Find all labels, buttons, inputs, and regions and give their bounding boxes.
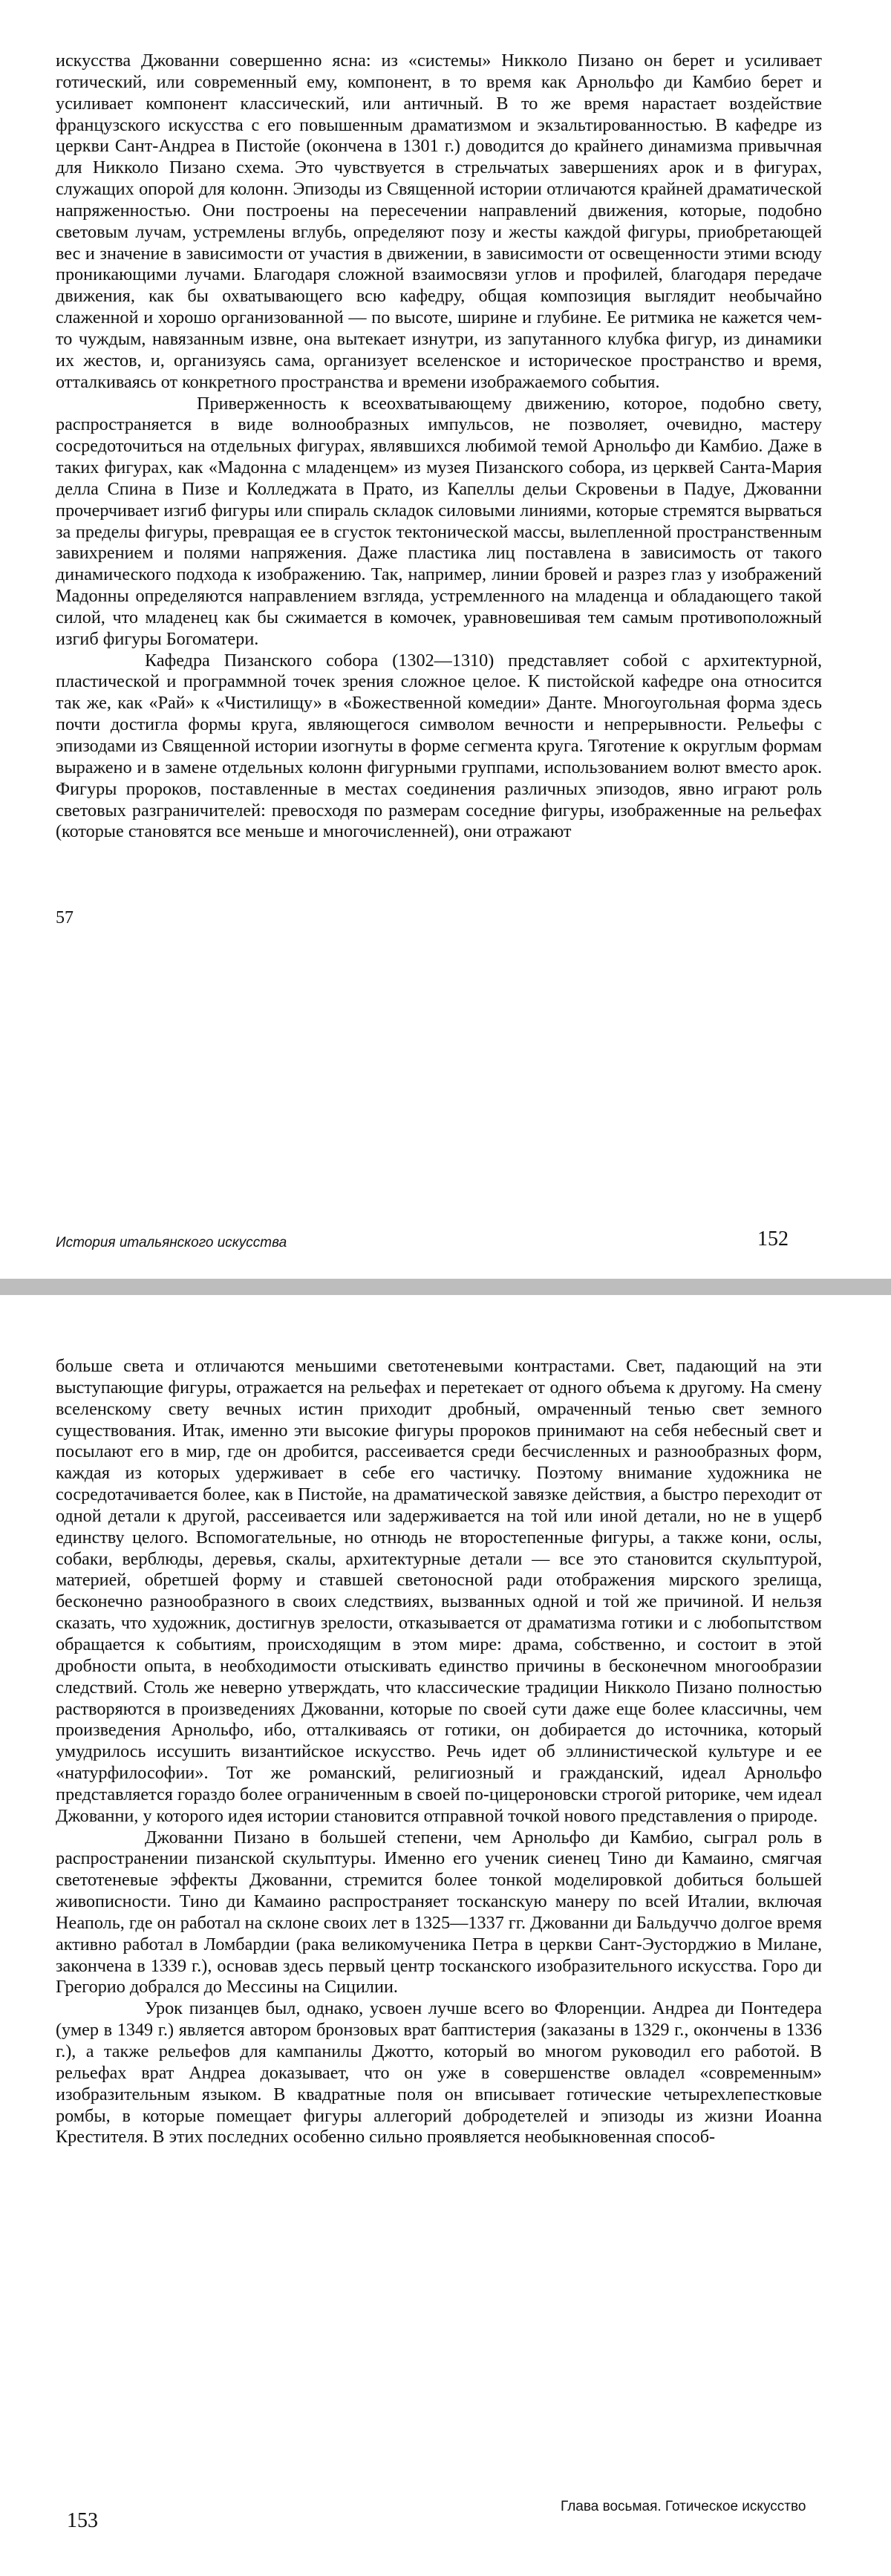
page-153-body [56, 1356, 822, 2148]
paragraph: Урок пизанцев был, однако, усвоен лучше всего во Флоренции. Андреа ди Понтедера (умер в 1349 г.) является автором бронзовых врат баптистерия (заказаны в 1329 г., окончены в 1336 г.), а также рельефов для кампанилы Джотто, который во многом руководил его работой. В рельефах врат Андреа доказывает, что он уже в совершенстве овладел «современным» изобразительным языком. В квадратные поля он вписывает готические четырехлепестковые ромбы, в которые помещает фигуры аллегорий добродетелей и эпизоды из жизни Иоанна Крестителя. В этих последних особенно сильно проявляется необыкновенная способ- [56, 1998, 822, 2148]
page-divider [0, 1279, 891, 1295]
paragraph: искусства Джованни совершенно ясна: из «системы» Никколо Пизано он берет и усиливает готический, или современный ему, компонент, в то время как Арнольфо ди Камбио берет и усиливает компонент классический, или античный. В то же время нарастает воздействие французского искусства с его повышенным драматизмом и экзальтированностью. В кафедре из церкви Сант-Андреа в Пистойе (окончена в 1301 г.) доводится до крайнего динамизма привычная для Никколо Пизано схема. Это чувствуется в стрельчатых завершениях арок и в фигурах, служащих опорой для колонн. Эпизоды из Священной истории отличаются крайней драматической напряженностью. Они построены на пересечении направлений движения, которые, подобно световым лучам, устремлены вглубь, определяют позу и жесты каждой фигуры, приобретающей вес и значение в зависимости от участия в движении, в зависимости от освещенности этими всюду проникающими лучами. Благодаря сложной взаимосвязи углов и профилей, благодаря передаче движения, как бы охватывающего всю кафедру, общая композиция выглядит необычайно слаженной и хорошо организованной — по высоте, ширине и глубине. Ее ритмика не кажется чем-то чуждым, навязанным извне, она вытекает изнутри, из запутанного клубка фигур, из динамики их жестов, и, организуясь сама, организует вселенское и историческое пространство и время, отталкиваясь от конкретного пространства и времени изображаемого события. [56, 50, 822, 392]
paragraph: Джованни Пизано в большей степени, чем Арнольфо ди Камбио, сыграл роль в распространении пизанской скульптуры. Именно его ученик сиенец Тино ди Камаино, смягчая светотеневые эффекты Джованни, стремится более тонкой моделировкой добиться большей живописности. Тино ди Камаино распространяет тосканскую манеру по всей Италии, включая Неаполь, где он работал на склоне своих лет в 1325—1337 гг. Джованни ди Бальдуччо долгое время активно работал в Ломбардии (рака великомученика Петра в церкви Сант-Эусторджио в Милане, закончена в 1339 г.), основав здесь первый центр тосканского изобразительного искусства. Горо ди Грегорио добрался до Мессины на Сицилии. [56, 1827, 822, 1998]
margin-illustration-number: 57 [56, 908, 74, 927]
paragraph: Приверженность к всеохватывающему движению, которое, подобно свету, распространяется в виде волнообразных импульсов, не позволяет, очевидно, мастеру сосредоточиться на отдельных фигурах, являвшихся любимой темой Арнольфо ди Камбио. Даже в таких фигурах, как «Мадонна с младенцем» из музея Пизанского собора, из церквей Санта-Мария делла Спина в Пизе и Колледжата в Прато, из Капеллы дельи Скровеньи в Падуе, Джованни прочерчивает изгиб фигуры или спираль складок силовыми линиями, которые стремятся вырваться за пределы фигуры, превращая ее в сгусток тектонической массы, вылепленной пространственным завихрением и полями напряжения. Даже пластика лиц поставлена в зависимость от такого динамического подхода к изображению. Так, например, линии бровей и разрез глаз у изображений Мадонны определяются направлением взгляда, устремленного на младенца и обладающего такой силой, что младенец как бы сжимается в комочек, уравновешивая тем самым противоположный изгиб фигуры Богоматери. [56, 393, 822, 649]
page-152 [0, 0, 891, 1279]
page-152-body [56, 50, 822, 843]
paragraph: больше света и отличаются меньшими светотеневыми контрастами. Свет, падающий на эти выступающие фигуры, отражается на рельефах и перетекает от одного объема к другому. На смену вселенскому свету вечных истин приходит дробный, омраченный тенью свет земного существования. Итак, именно эти высокие фигуры пророков принимают на себя небесный свет и посылают его в мир, где он дробится, рассеивается среди бесчисленных и разнообразных форм, каждая из которых удерживает в себе его частичку. Поэтому внимание художника не сосредотачивается более, как в Пистойе, на драматической завязке действия, а быстро переходит от одной детали к другой, рассеивается или задерживается на той или иной детали, но не в ущерб единству целого. Вспомогательные, но отнюдь не второстепенные фигуры, а также кони, ослы, собаки, верблюды, деревья, скалы, архитектурные детали — все это становится скульптурой, материей, обретшей форму и ставшей светоносной ради отображения мирского зрелища, бесконечно разнообразного в своих следствиях, вызванных одной и той же причиной. И нельзя сказать, что художник, достигнув зрелости, отказывается от драматизма готики и с любопытством обращается к событиям, происходящим в этом мире: драма, собственно, и состоит в этой дробности опыта, в необходимости отыскивать единство причины в бесконечном многообразии следствий. Столь же неверно утверждать, что классические традиции Никколо Пизано полностью растворяются в произведениях Джованни, которые по своей сути даже еще более классичны, чем произведения Арнольфо, ибо, отталкиваясь от готики, он добирается до источника, который умудрилось иссушить византийское искусство. Речь идет об эллинистической культуре и ее «натурфилософии». Тот же романский, религиозный и гражданский, идеал Арнольфо представляется гораздо более ограниченным в своей по-цицероновски строгой риторике, чем идеал Джованни, у которого идея истории становится отправной точкой нового представления о природе. [56, 1356, 822, 1826]
running-footer-title: История итальянского искусства [56, 1235, 287, 1250]
page-number: 153 [67, 2509, 98, 2532]
page-number: 152 [757, 1227, 789, 1250]
page-153 [0, 1295, 891, 2576]
running-footer-chapter: Глава восьмая. Готическое искусство [561, 2499, 806, 2514]
paragraph: Кафедра Пизанского собора (1302—1310) представляет собой с архитектурной, пластической и программной точек зрения сложное целое. К пистойской кафедре она относится так же, как «Рай» к «Чистилищу» в «Божественной комедии» Данте. Многоугольная форма здесь почти достигла формы круга, являющегося символом вечности и непрерывности. Рельефы с эпизодами из Священной истории изогнуты в форме сегмента круга. Тяготение к округлым формам выражено и в замене отдельных колонн фигурными группами, использованием волют вместо арок. Фигуры пророков, поставленные в местах соединения различных эпизодов, явно играют роль световых разграничителей: превосходя по размерам соседние фигуры, изображенные на рельефах (которые становятся все меньше и многочисленней), они отражают [56, 650, 822, 842]
